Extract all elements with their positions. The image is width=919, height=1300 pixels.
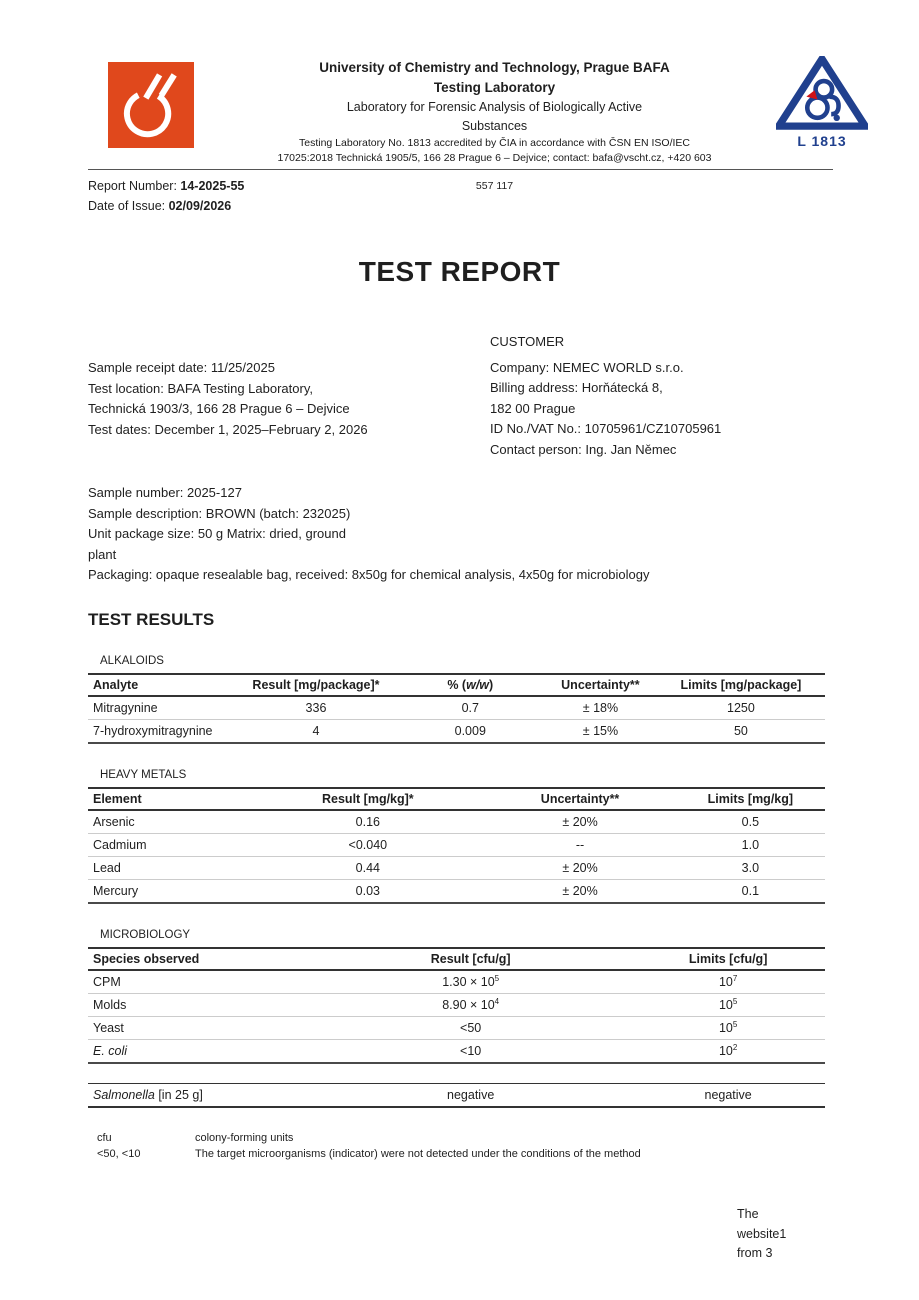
testing-laboratory-title: Testing Laboratory [433, 80, 556, 95]
alkaloids-table-container [88, 673, 825, 744]
table-cell: 1.0 [676, 833, 825, 856]
table-row [88, 719, 825, 743]
accreditation-line1: Testing Laboratory No. 1813 accredited by ČIA in accordance with ČSN EN ISO/IEC [298, 137, 691, 149]
footer-line1: The [737, 1207, 759, 1221]
column-header: Result [cfu/g] [310, 948, 631, 970]
table-cell: Mitragynine [88, 696, 235, 720]
unit-package-size: Unit package size: 50 g Matrix: dried, ground [88, 526, 346, 541]
footnote-term: cfu [97, 1131, 112, 1144]
table-cell: ± 20% [484, 810, 675, 834]
table-row [88, 1039, 825, 1063]
table-cell: Lead [88, 856, 251, 879]
footnote-term: <50, <10 [97, 1148, 141, 1160]
footnotes-block [97, 1130, 833, 1163]
microbiology-table [88, 947, 825, 1064]
table-row [88, 879, 825, 903]
accreditation-line2: 17025:2018 Technická 1905/5, 166 28 Prague 6 – Dejvice; contact: bafa@vscht.cz, +420 603 [277, 152, 712, 164]
packaging-info: Packaging: opaque resealable bag, received: 8x50g for chemical analysis, 4x50g for microbiology [88, 567, 650, 582]
table-row [88, 970, 825, 994]
header-text-block [215, 58, 774, 166]
customer-city: 182 00 Prague [490, 400, 576, 416]
table-cell: $10^5$ [631, 993, 825, 1016]
table-row [88, 856, 825, 879]
table-cell: $10^7$ [631, 970, 825, 994]
lab-description-line2: Substances [461, 119, 528, 133]
sample-info-column [88, 332, 490, 460]
table-cell: <0.040 [251, 833, 484, 856]
table-cell: ± 20% [562, 883, 598, 898]
test-results-heading: TEST RESULTS [88, 609, 215, 629]
footnote-cfu [97, 1130, 833, 1147]
table-cell: $8.90 \times 10^4$ [310, 993, 631, 1016]
test-location-line1: Test location: BAFA Testing Laboratory, [88, 380, 313, 396]
table-cell: ± 18% [544, 696, 657, 720]
table-cell: ± 15% [582, 723, 619, 738]
column-header: Result [mg/kg]* [251, 788, 484, 810]
table-cell: 0.44 [251, 856, 484, 879]
report-header [0, 0, 919, 172]
table-cell: Molds [88, 993, 310, 1016]
cia-triangle-icon [776, 56, 868, 130]
table-cell: $1.30 \times 10^5$ [310, 970, 631, 994]
table-cell: -- [484, 833, 675, 856]
flask-logo-icon [108, 62, 194, 148]
microbiology-section-label: MICROBIOLOGY [100, 928, 191, 941]
column-header: Analyte [88, 674, 235, 696]
customer-vat: ID No./VAT No.: 10705961/CZ10705961 [490, 421, 722, 436]
cia-accreditation-logo [770, 56, 874, 149]
table-cell: Salmonella [in 25 g] [93, 1087, 203, 1102]
table-row [88, 1083, 825, 1107]
customer-company: Company: NEMEC WORLD s.r.o. [490, 359, 684, 375]
accreditation-phone-cont: 557 117 [475, 180, 514, 192]
salmonella-table [88, 1083, 825, 1108]
table-cell: 3.0 [676, 856, 825, 879]
sample-description: Sample description: BROWN (batch: 232025) [88, 505, 351, 521]
table-cell: ± 20% [484, 856, 675, 879]
footer-line3: from 3 [737, 1246, 773, 1260]
table-cell: Cadmium [88, 833, 251, 856]
table-row [88, 696, 825, 720]
table-cell: Arsenic [88, 810, 251, 834]
report-meta-row2 [88, 196, 831, 216]
header-divider [88, 169, 833, 170]
footnote-definition: The target microorganisms (indicator) were not detected under the conditions of the method [195, 1148, 641, 1160]
table-cell: 336 [235, 696, 396, 720]
column-header: Uncertainty** [484, 788, 675, 810]
heavy-metals-table-container [88, 787, 825, 904]
matrix-continuation: plant [88, 546, 117, 562]
test-location-line2: Technická 1903/3, 166 28 Prague 6 – Dejvice [88, 401, 350, 416]
page-title: TEST REPORT [358, 256, 561, 287]
heavy_metals-table [88, 787, 825, 904]
date-of-issue-label: Date of Issue: [88, 199, 169, 213]
lab-description-line1: Laboratory for Forensic Analysis of Biologically Active [346, 100, 643, 114]
alkaloids-table [88, 673, 825, 744]
cia-number-label: L 1813 [797, 133, 847, 149]
table-cell: 0.03 [355, 883, 381, 898]
table-cell: 0.5 [676, 810, 825, 834]
info-section [88, 332, 833, 460]
customer-billing-address: Billing address: Horňátecká 8, [490, 380, 663, 395]
university-name: University of Chemistry and Technology, Prague BAFA [319, 60, 670, 75]
table-cell: 50 [733, 723, 748, 738]
column-header: Limits [cfu/g] [631, 948, 825, 970]
table-cell: $10^2$ [718, 1042, 738, 1059]
table-cell: 0.009 [454, 723, 486, 738]
table-cell: $10^5$ [631, 1016, 825, 1039]
customer-contact-person: Contact person: Ing. Jan Němec [490, 441, 677, 457]
table-row [88, 810, 825, 834]
report-meta-row1 [88, 176, 774, 196]
customer-heading: CUSTOMER [490, 334, 565, 349]
table-cell: <50 [310, 1016, 631, 1039]
microbiology-table-container [88, 947, 825, 1064]
table-cell: Mercury [93, 883, 139, 898]
salmonella-table-container [88, 1083, 825, 1108]
table-cell: 4 [312, 723, 320, 738]
table-cell: <10 [460, 1043, 482, 1058]
column-header: Species observed [88, 948, 310, 970]
table-cell: 0.7 [397, 696, 544, 720]
table-cell: Yeast [88, 1016, 310, 1039]
column-header: Uncertainty** [544, 674, 657, 696]
table-row [88, 993, 825, 1016]
footnote-definition: colony-forming units [195, 1131, 294, 1144]
sample-receipt-date: Sample receipt date: 11/25/2025 [88, 360, 275, 375]
column-header: % (w/w) [397, 674, 544, 696]
footer-line2: website1 [737, 1226, 787, 1241]
report-number-value: 14-2025-55 [180, 179, 245, 193]
uct-prague-logo-icon [108, 62, 194, 148]
column-header: Limits [mg/kg] [676, 788, 825, 810]
report-number-label: Report Number: [88, 179, 181, 193]
date-of-issue-value: 02/09/2026 [168, 199, 232, 213]
table-row [88, 1016, 825, 1039]
customer-column [490, 332, 833, 460]
footnote-detection [97, 1146, 833, 1163]
table-cell: 0.1 [741, 883, 760, 898]
table-cell: 0.16 [251, 810, 484, 834]
table-cell: CPM [88, 970, 310, 994]
column-header: Limits [mg/package] [657, 674, 825, 696]
column-header: Element [88, 788, 251, 810]
sample-description-block [88, 483, 833, 586]
table-cell: negative [704, 1087, 752, 1102]
table-cell: 1250 [657, 696, 825, 720]
test-dates: Test dates: December 1, 2025–February 2, 2026 [88, 421, 368, 437]
heavy-metals-section-label: HEAVY METALS [100, 768, 187, 781]
sample-number: Sample number: 2025-127 [88, 485, 242, 500]
table-cell: 7-hydroxymitragynine [93, 723, 213, 738]
page-footer [737, 1205, 786, 1264]
alkaloids-section-label: ALKALOIDS [100, 654, 164, 667]
table-cell: negative [447, 1087, 495, 1102]
table-row [88, 833, 825, 856]
table-cell: E. coli [93, 1043, 128, 1058]
column-header: Result [mg/package]* [235, 674, 396, 696]
